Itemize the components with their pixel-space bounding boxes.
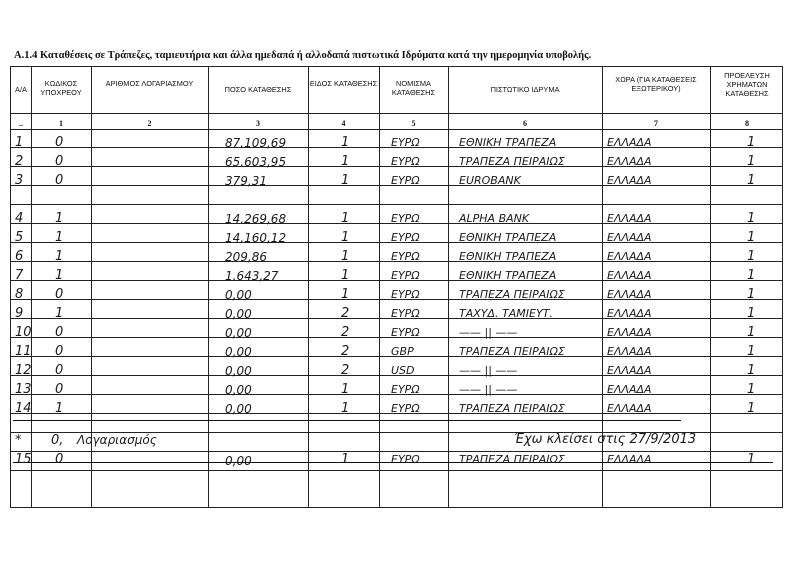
- colnum: 6: [523, 119, 527, 128]
- cell-code: 0: [55, 154, 64, 169]
- cell-amount: 0,00: [225, 364, 252, 378]
- row15-aa: 15: [15, 452, 32, 467]
- cell-code: 1: [55, 306, 64, 321]
- note-code: 0,: [51, 433, 64, 448]
- cell-type: 1: [341, 173, 350, 188]
- strike-row15: [13, 462, 773, 463]
- cell-currency: USD: [391, 364, 415, 377]
- colnum: 4: [341, 119, 346, 128]
- cell-type: 1: [341, 401, 350, 416]
- cell-type: 1: [341, 287, 350, 302]
- row15-country: ΕΛΛΑΔΑ: [607, 453, 652, 466]
- row-divider: [11, 204, 782, 205]
- cell-aa: 7: [15, 268, 24, 283]
- cell-amount: 14.160,12: [225, 231, 287, 245]
- cell-origin: 1: [747, 173, 756, 188]
- cell-aa: 2: [15, 154, 24, 169]
- cell-bank: ΕΘΝΙΚΗ ΤΡΑΠΕΖΑ: [459, 136, 557, 149]
- cell-aa: 6: [15, 249, 24, 264]
- cell-aa: 3: [15, 173, 24, 188]
- cell-currency: ΕΥΡΩ: [391, 307, 420, 320]
- cell-country: ΕΛΛΑΔΑ: [607, 212, 652, 225]
- cell-type: 2: [341, 325, 350, 340]
- cell-bank: —— || ——: [459, 383, 518, 396]
- cell-origin: 1: [747, 287, 756, 302]
- col-divider: [208, 67, 209, 507]
- cell-currency: ΕΥΡΩ: [391, 212, 420, 225]
- cell-aa: 5: [15, 230, 24, 245]
- row-divider: [11, 451, 782, 452]
- cell-aa: 12: [15, 363, 32, 378]
- colnum: 2: [147, 119, 152, 128]
- row-divider: [11, 470, 782, 471]
- cell-country: ΕΛΛΑΔΑ: [607, 402, 652, 415]
- cell-currency: ΕΥΡΩ: [391, 174, 420, 187]
- cell-country: ΕΛΛΑΔΑ: [607, 174, 652, 187]
- cell-bank: ALPHA BANK: [459, 212, 530, 225]
- cell-code: 0: [55, 363, 64, 378]
- cell-currency: ΕΥΡΩ: [391, 326, 420, 339]
- row15-code: 0: [55, 452, 64, 467]
- cell-country: ΕΛΛΑΔΑ: [607, 231, 652, 244]
- document-title: A.1.4 Καταθέσεις σε Τράπεζες, ταμιευτήρια και άλλα ημεδαπά ή αλλοδαπά πιστωτικά Ιδρύματα κατά την ημερομηνία υποβολής.: [14, 50, 592, 61]
- cell-amount: 0,00: [225, 383, 252, 397]
- cell-origin: 1: [747, 249, 756, 264]
- cell-country: ΕΛΛΑΔΑ: [607, 364, 652, 377]
- row-divider: [11, 113, 782, 114]
- cell-bank: ΤΡΑΠΕΖΑ ΠΕΙΡΑΙΩΣ: [459, 402, 565, 415]
- header-account: ΑΡΙΘΜΟΣ ΛΟΓΑΡΙΑΣΜΟΥ: [105, 79, 194, 88]
- colnum: 3: [256, 119, 260, 128]
- cell-bank: ΕΘΝΙΚΗ ΤΡΑΠΕΖΑ: [459, 250, 557, 263]
- cell-aa: 8: [15, 287, 24, 302]
- cell-type: 1: [341, 249, 350, 264]
- deposits-table: [10, 66, 783, 508]
- col-divider: [448, 67, 449, 507]
- cell-aa: 14: [15, 401, 32, 416]
- row15-amount: 0,00: [225, 454, 252, 468]
- cell-amount: 209,86: [225, 250, 267, 264]
- cell-origin: 1: [747, 382, 756, 397]
- note-label: Λογαριασμός: [77, 433, 157, 447]
- row15-bank: ΤΡΑΠΕΖΑ ΠΕΙΡΑΙΩΣ: [459, 453, 565, 466]
- cell-code: 1: [55, 268, 64, 283]
- cell-bank: ΤΡΑΠΕΖΑ ΠΕΙΡΑΙΩΣ: [459, 155, 565, 168]
- cell-amount: 0,00: [225, 326, 252, 340]
- cell-bank: ΕΘΝΙΚΗ ΤΡΑΠΕΖΑ: [459, 231, 557, 244]
- cell-origin: 1: [747, 211, 756, 226]
- cell-bank: EUROBANK: [459, 174, 521, 187]
- cell-amount: 65.603,95: [225, 155, 287, 169]
- note-marker: *: [15, 433, 22, 448]
- cell-origin: 1: [747, 401, 756, 416]
- cell-origin: 1: [747, 268, 756, 283]
- row-divider: [11, 129, 782, 130]
- cell-code: 0: [55, 344, 64, 359]
- cell-country: ΕΛΛΑΔΑ: [607, 250, 652, 263]
- colnum: 7: [654, 119, 658, 128]
- cell-amount: 0,00: [225, 307, 252, 321]
- header-type: ΕΙΔΟΣ ΚΑΤΑΘΕΣΗΣ: [309, 79, 378, 88]
- cell-type: 1: [341, 135, 350, 150]
- cell-country: ΕΛΛΑΔΑ: [607, 383, 652, 396]
- cell-bank: ΤΡΑΠΕΖΑ ΠΕΙΡΑΙΩΣ: [459, 345, 565, 358]
- cell-amount: 14.269,68: [225, 212, 287, 226]
- cell-type: 1: [341, 154, 350, 169]
- cell-aa: 10: [15, 325, 32, 340]
- cell-currency: ΕΥΡΩ: [391, 155, 420, 168]
- header-amount: ΠΟΣΟ ΚΑΤΑΘΕΣΗΣ: [224, 85, 292, 94]
- strike-row14: [13, 420, 681, 421]
- cell-country: ΕΛΛΑΔΑ: [607, 288, 652, 301]
- cell-amount: 0,00: [225, 402, 252, 416]
- cell-currency: ΕΥΡΩ: [391, 288, 420, 301]
- cell-code: 1: [55, 211, 64, 226]
- cell-type: 1: [341, 382, 350, 397]
- cell-origin: 1: [747, 363, 756, 378]
- cell-code: 0: [55, 135, 64, 150]
- cell-bank: ΤΑΧΥΔ. ΤΑΜΙΕΥΤ.: [459, 307, 553, 320]
- cell-aa: 1: [15, 135, 24, 150]
- cell-currency: ΕΥΡΩ: [391, 231, 420, 244]
- cell-origin: 1: [747, 154, 756, 169]
- cell-aa: 13: [15, 382, 32, 397]
- cell-country: ΕΛΛΑΔΑ: [607, 307, 652, 320]
- row15-type: 1: [341, 452, 350, 467]
- cell-amount: 0,00: [225, 345, 252, 359]
- cell-code: 0: [55, 382, 64, 397]
- colnum: ..: [19, 119, 23, 128]
- note-remark: Έχω κλείσει στις 27/9/2013: [514, 432, 697, 447]
- cell-country: ΕΛΛΑΔΑ: [607, 269, 652, 282]
- cell-origin: 1: [747, 344, 756, 359]
- cell-aa: 11: [15, 344, 32, 359]
- cell-type: 2: [341, 344, 350, 359]
- cell-type: 1: [341, 211, 350, 226]
- colnum: 5: [411, 119, 416, 128]
- cell-origin: 1: [747, 325, 756, 340]
- cell-bank: —— || ——: [459, 326, 518, 339]
- colnum: 8: [745, 119, 749, 128]
- cell-origin: 1: [747, 135, 756, 150]
- cell-bank: ΤΡΑΠΕΖΑ ΠΕΙΡΑΙΩΣ: [459, 288, 565, 301]
- cell-type: 1: [341, 268, 350, 283]
- cell-type: 2: [341, 363, 350, 378]
- row15-origin: 1: [747, 452, 756, 467]
- cell-origin: 1: [747, 306, 756, 321]
- header-aa: Α/Α: [15, 85, 27, 94]
- cell-currency: ΕΥΡΩ: [391, 250, 420, 263]
- cell-origin: 1: [747, 230, 756, 245]
- cell-country: ΕΛΛΑΔΑ: [607, 136, 652, 149]
- cell-code: 1: [55, 230, 64, 245]
- col-divider: [31, 67, 32, 507]
- header-bank: ΠΙΣΤΩΤΙΚΟ ΙΔΡΥΜΑ: [490, 85, 560, 94]
- cell-amount: 1.643,27: [225, 269, 279, 283]
- cell-aa: 9: [15, 306, 24, 321]
- cell-currency: ΕΥΡΩ: [391, 269, 420, 282]
- cell-country: ΕΛΛΑΔΑ: [607, 345, 652, 358]
- cell-amount: 87.109,69: [225, 136, 287, 150]
- cell-bank: ΕΘΝΙΚΗ ΤΡΑΠΕΖΑ: [459, 269, 557, 282]
- cell-currency: ΕΥΡΩ: [391, 402, 420, 415]
- col-divider: [710, 67, 711, 507]
- colnum: 1: [59, 119, 63, 128]
- cell-currency: ΕΥΡΩ: [391, 136, 420, 149]
- cell-currency: ΕΥΡΩ: [391, 383, 420, 396]
- cell-aa: 4: [15, 211, 24, 226]
- cell-currency: GBP: [391, 345, 414, 358]
- cell-type: 2: [341, 306, 350, 321]
- cell-code: 0: [55, 173, 64, 188]
- cell-country: ΕΛΛΑΔΑ: [607, 326, 652, 339]
- cell-code: 1: [55, 249, 64, 264]
- cell-amount: 0,00: [225, 288, 252, 302]
- cell-amount: 379,31: [225, 174, 267, 188]
- header-code: ΚΩΔΙΚΟΣ ΥΠΟΧΡΕΟΥ: [40, 79, 82, 97]
- cell-code: 0: [55, 325, 64, 340]
- header-origin: ΠΡΟΕΛΕΥΣΗ ΧΡΗΜΑΤΩΝ ΚΑΤΑΘΕΣΗΣ: [724, 71, 770, 98]
- row15-currency: ΕΥΡΩ: [391, 453, 420, 466]
- cell-code: 0: [55, 287, 64, 302]
- header-currency: ΝΟΜΙΣΜΑ ΚΑΤΑΘΕΣΗΣ: [391, 79, 436, 97]
- col-divider: [308, 67, 309, 507]
- cell-code: 1: [55, 401, 64, 416]
- cell-country: ΕΛΛΑΔΑ: [607, 155, 652, 168]
- cell-bank: —— || ——: [459, 364, 518, 377]
- col-divider: [379, 67, 380, 507]
- header-country: ΧΩΡΑ (ΓΙΑ ΚΑΤΑΘΕΣΕΙΣ ΕΞΩΤΕΡΙΚΟΥ): [615, 75, 697, 93]
- cell-type: 1: [341, 230, 350, 245]
